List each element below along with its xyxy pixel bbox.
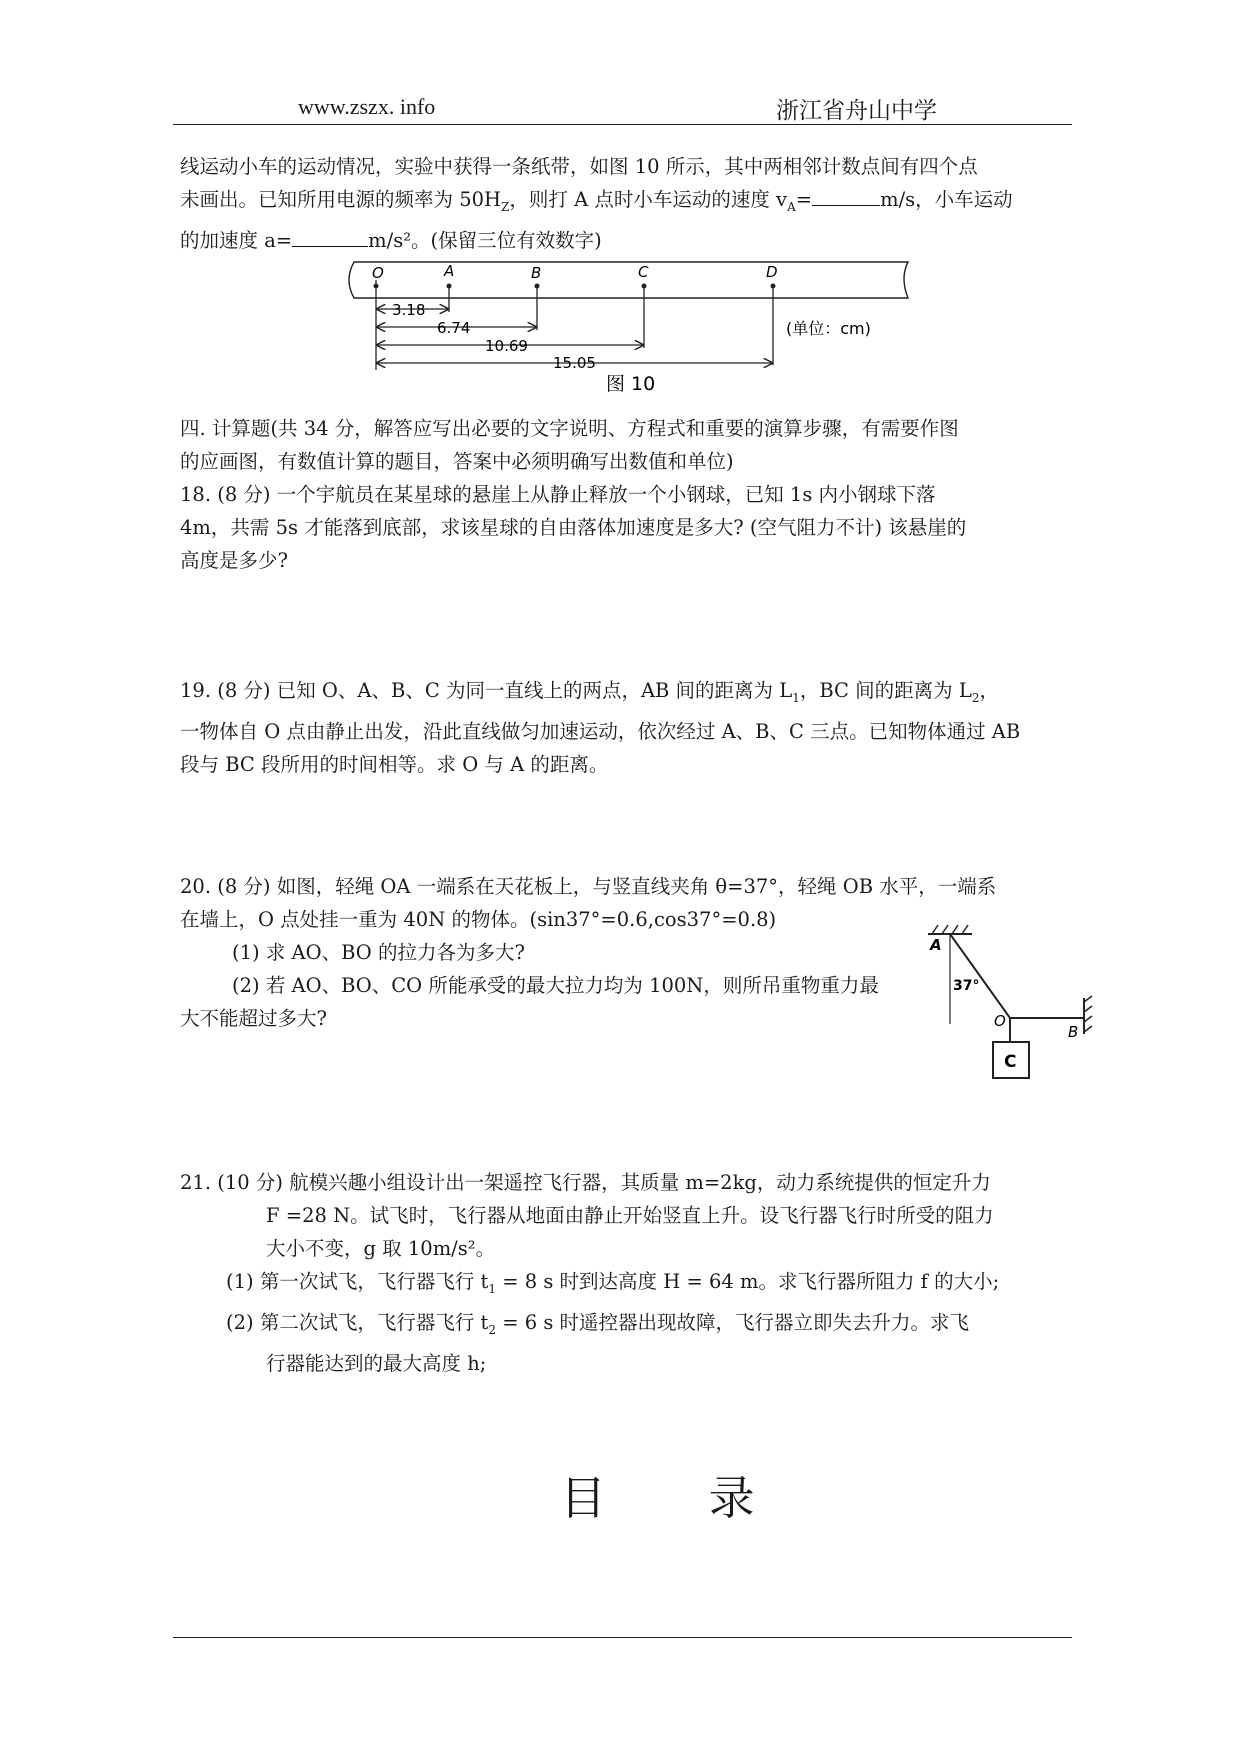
q19-line-3: 段与 BC 段所用的时间相等。求 O 与 A 的距离。 [180, 752, 609, 776]
q20-line-5: 大不能超过多大? [180, 1007, 327, 1030]
dist-OA: 3.18 [392, 301, 426, 319]
q17-line-2: 未画出。已知所用电源的频率为 $50H_Z$，则打 A 点时小车运动的速度 $v_A= m/s$，小车运动 [180, 188, 1013, 214]
q20-line-1: 20. (8 分) 如图，轻绳 OA 一端系在天花板上，与竖直线夹角 θ=37°，轻绳 OB 水平，一端系 [180, 875, 997, 898]
q21-line-6: 行器能达到的最大高度 h; [266, 1351, 487, 1375]
label-C: C [1004, 1052, 1017, 1072]
q17-line-3: 的加速度 a= m/s²。(保留三位有效数字) [180, 228, 602, 252]
q21-line-1: 21. (10 分) 航模兴趣小组设计出一架遥控飞行器，其质量 m=2kg，动力系统提供的恒定升力 [180, 1171, 991, 1194]
q21-line-4: (1) 第一次试飞，飞行器飞行 $t_1 = 8$ s 时到达高度 H = 64 m。求飞行器所阻力 f 的大小; [226, 1270, 1000, 1296]
header-rule [173, 124, 1072, 125]
footer-rule [173, 1637, 1072, 1638]
section-4-line-2: 的应画图，有数值计算的题目，答案中必须明确写出数值和单位) [180, 450, 734, 473]
figure-10-tape [340, 258, 920, 398]
header-site-url: www.zszx. info [298, 94, 436, 119]
unit-label: (单位：cm) [786, 319, 871, 338]
ceiling-hatch [932, 925, 968, 934]
q21-line-5: (2) 第二次试飞，飞行器飞行 $t_2 = 6$ s 时遥控器出现故障，飞行器立即失去升力。求飞 [226, 1310, 970, 1337]
velocity-blank [812, 187, 880, 206]
wall-hatch [1084, 996, 1092, 1032]
rope-OA [950, 934, 1010, 1018]
angle-label: 37° [953, 978, 980, 994]
header-school-name: 浙江省舟山中学 [776, 98, 937, 124]
q20-line-2: 在墙上，O 点处挂一重为 40N 的物体。(sin37°=0.6,cos37°=0.8) [180, 908, 777, 931]
q19-line-2: 一物体自 O 点由静止出发，沿此直线做匀加速运动，依次经过 A、B、C 三点。已知物体通过 AB [180, 719, 1021, 743]
q21-line-3: 大小不变，g 取 10m/s²。 [266, 1237, 496, 1260]
dist-OC: 10.69 [485, 337, 528, 355]
dot-C [642, 284, 647, 289]
q18-line-3: 高度是多少? [180, 549, 288, 572]
q18-line-1: 18. (8 分) 一个宇航员在某星球的悬崖上从静止释放一个小钢球，已知 1s 内小钢球下落 [180, 483, 936, 506]
question-18 [180, 478, 1070, 577]
label-O: O [372, 264, 384, 282]
toc-title: 目 录 [560, 1471, 799, 1525]
label-B: B [1068, 1023, 1079, 1041]
tape-outline [349, 262, 908, 298]
q19-line-1: 19. (8 分) 已知 O、A、B、C 为同一直线上的两点，AB 间的距离为 $L_1$，BC 间的距离为 $L_2$， [180, 679, 999, 705]
q20-line-3: (1) 求 AO、BO 的拉力各为多大? [232, 941, 525, 964]
label-A: A [444, 262, 455, 280]
dot-A [447, 284, 452, 289]
section-4-heading [180, 412, 1070, 478]
q20-figure [920, 920, 1100, 1090]
label-C: C [638, 263, 649, 281]
q21-line-2: F =28 N。试飞时，飞行器从地面由静止开始竖直上升。设飞行器飞行时所受的阻力 [266, 1204, 994, 1227]
dot-D [771, 284, 776, 289]
label-D: D [766, 263, 778, 281]
label-O: O [994, 1012, 1006, 1030]
q17-text [180, 150, 1070, 257]
figure-10-caption: 图 10 [606, 373, 656, 395]
label-A: A [930, 936, 942, 954]
dist-OD: 15.05 [553, 354, 596, 372]
question-19 [180, 674, 1070, 781]
label-B: B [531, 264, 542, 282]
question-21 [180, 1166, 1070, 1380]
dot-O [374, 284, 379, 289]
dot-B [535, 284, 540, 289]
acceleration-blank [292, 228, 368, 247]
q20-line-4: (2) 若 AO、BO、CO 所能承受的最大拉力均为 100N，则所吊重物重力最 [232, 974, 879, 997]
dist-OB: 6.74 [437, 319, 471, 337]
q17-line-1: 线运动小车的运动情况，实验中获得一条纸带，如图 10 所示，其中两相邻计数点间有四个点 [180, 155, 978, 178]
q18-line-2: 4m，共需 5s 才能落到底部，求该星球的自由落体加速度是多大? (空气阻力不计) 该悬崖的 [180, 516, 967, 539]
section-4-line-1: 四. 计算题(共 34 分，解答应写出必要的文字说明、方程式和重要的演算步骤，有需要作图 [180, 417, 959, 440]
